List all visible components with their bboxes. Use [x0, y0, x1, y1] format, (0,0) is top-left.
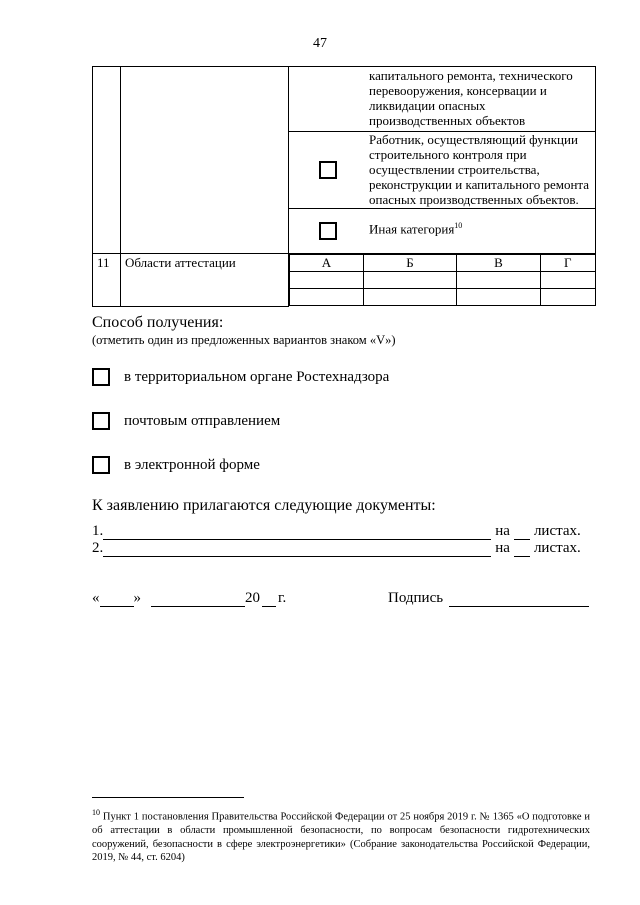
- area-a-input-2[interactable]: [290, 289, 364, 306]
- signature-row: [388, 590, 589, 607]
- date-year-suffix: г.: [278, 590, 287, 606]
- footnote: [92, 806, 590, 865]
- receipt-office-label: в территориальном органе Ростехнадзора: [124, 368, 390, 385]
- signature-label: Подпись: [388, 590, 444, 606]
- receipt-mail-label: почтовым отправлением: [124, 412, 281, 429]
- date-quote-close: »: [133, 590, 141, 606]
- area-b: Б: [364, 255, 457, 272]
- receipt-hint: (отметить один из предложенных вариантов знаком «V»): [92, 333, 396, 347]
- page-number: 47: [313, 36, 327, 51]
- area-b-input[interactable]: [364, 272, 457, 289]
- document-2-on: на: [495, 540, 510, 556]
- document-line-1: [92, 523, 582, 540]
- category-other-cell: [289, 209, 596, 254]
- date-quote-open: «: [92, 590, 100, 606]
- receipt-office-checkbox[interactable]: [92, 368, 110, 386]
- date-year-field[interactable]: [262, 592, 276, 607]
- date-day-field[interactable]: [100, 592, 134, 607]
- footnote-rule: [92, 797, 244, 798]
- footnote-mark: 10: [92, 808, 100, 817]
- document-line-2-number: 2.: [92, 540, 104, 556]
- areas-cell: [289, 254, 596, 307]
- receipt-option-mail[interactable]: [92, 412, 280, 430]
- receipt-option-electronic[interactable]: [92, 456, 260, 474]
- document-1-sheets-field[interactable]: [514, 525, 530, 540]
- document-line-2: [92, 540, 582, 557]
- receipt-option-office[interactable]: [92, 368, 389, 386]
- area-a-input[interactable]: [290, 272, 364, 289]
- area-v: В: [457, 255, 541, 272]
- row-number: 11: [97, 255, 110, 270]
- document-2-sheets-field[interactable]: [514, 542, 530, 557]
- receipt-electronic-label: в электронной форме: [124, 456, 260, 473]
- documents-heading: К заявлению прилагаются следующие документы:: [92, 497, 436, 514]
- document-1-sheets: листах.: [533, 523, 581, 539]
- row-number-cell: [93, 254, 121, 307]
- date-year-prefix: 20: [245, 590, 260, 606]
- attestation-table: [92, 66, 596, 307]
- areas-grid: [289, 254, 596, 306]
- document-2-sheets: листах.: [533, 540, 581, 556]
- area-b-input-2[interactable]: [364, 289, 457, 306]
- receipt-electronic-checkbox[interactable]: [92, 456, 110, 474]
- category-other-text: Иная категория: [369, 221, 455, 237]
- category-builder-text: Работник, осуществляющий функции строительного контроля при осуществлении строительства, реконструкции и капитального ремонта опасных производственных объектов.: [369, 132, 590, 207]
- document-1-name-field[interactable]: [103, 525, 491, 540]
- row-label-cell: [121, 254, 289, 307]
- footnote-ref: 10: [454, 220, 463, 230]
- area-v-input[interactable]: [457, 272, 541, 289]
- empty-label-cell: [121, 67, 289, 254]
- area-g: Г: [541, 255, 596, 272]
- area-v-input-2[interactable]: [457, 289, 541, 306]
- receipt-title: Способ получения:: [92, 314, 224, 331]
- area-g-input[interactable]: [541, 272, 596, 289]
- receipt-mail-checkbox[interactable]: [92, 412, 110, 430]
- footnote-text: Пункт 1 постановления Правительства Российской Федерации от 25 ноября 2019 г. № 1365 «О подготовке и об аттестации в области промышленной безопасности, по вопросам безопасности гидротехнических сооружений, безопасности в сфере электроэнергетики» (Собрание законодательства Российской Федерации, 2019, № 44, ст. 6204): [92, 811, 590, 863]
- category-cont-cell: [289, 67, 596, 132]
- document-1-on: на: [495, 523, 510, 539]
- signature-field[interactable]: [449, 592, 589, 607]
- category-builder-cell: [289, 132, 596, 209]
- document-2-name-field[interactable]: [103, 542, 491, 557]
- document-line-1-number: 1.: [92, 523, 104, 539]
- empty-number-cell: [93, 67, 121, 254]
- area-g-input-2[interactable]: [541, 289, 596, 306]
- date-month-field[interactable]: [151, 592, 245, 607]
- category-cont-text: капитального ремонта, технического перевооружения, консервации и ликвидации опасных производственных объектов: [369, 68, 573, 128]
- category-other-checkbox[interactable]: [319, 222, 337, 240]
- date-row: [92, 590, 286, 607]
- category-builder-checkbox[interactable]: [319, 161, 337, 179]
- area-a: А: [290, 255, 364, 272]
- row-label: Области аттестации: [125, 255, 236, 270]
